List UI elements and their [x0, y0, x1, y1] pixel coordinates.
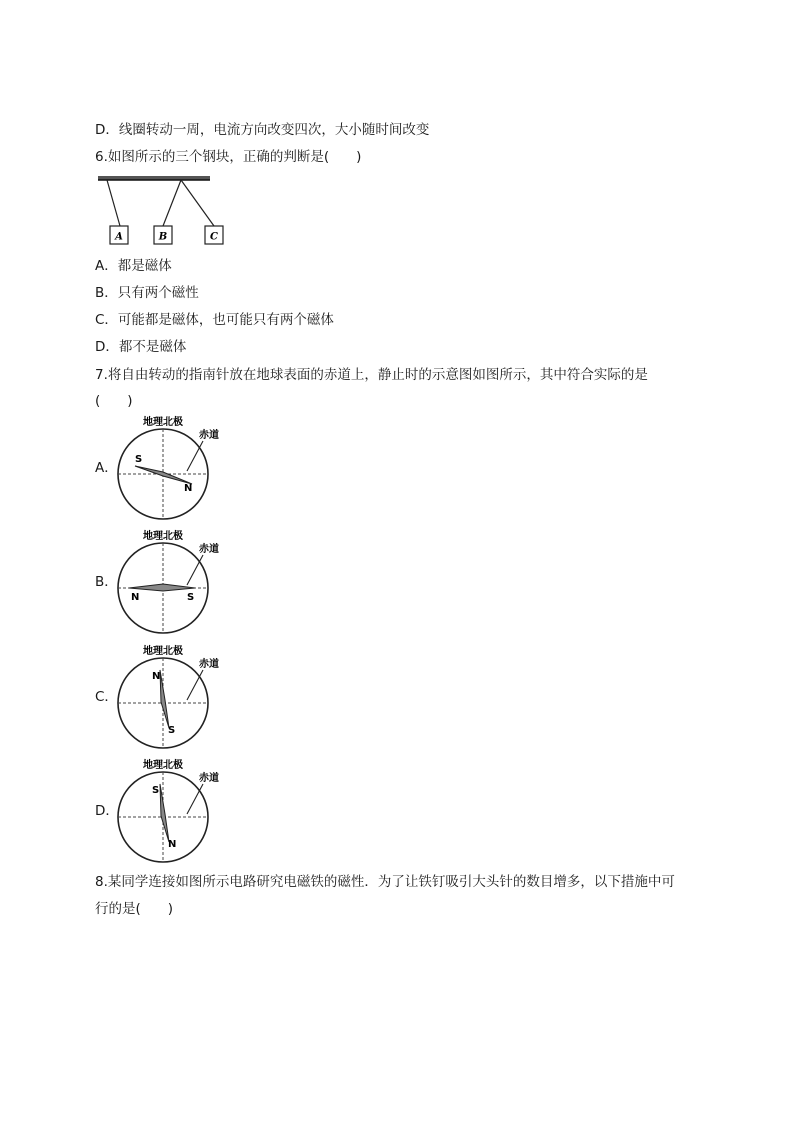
compass-needle — [160, 784, 169, 842]
pole-left-label: S — [135, 454, 143, 465]
block-a — [110, 226, 128, 244]
compass-needle — [129, 584, 195, 591]
geographic-north-label: 地理北极 — [143, 531, 183, 542]
q8-stem-line2: 行的是( ) — [95, 901, 174, 917]
q6-option-b: B．只有两个磁性 — [95, 285, 199, 301]
q7-figure-c — [115, 642, 225, 752]
geographic-north-label: 地理北极 — [143, 760, 183, 771]
compass-needle — [160, 670, 169, 728]
equator-pointer — [187, 670, 203, 700]
q8-stem-line1: 8.某同学连接如图所示电路研究电磁铁的磁性．为了让铁钉吸引大头针的数目增多，以下措施中可 — [95, 874, 675, 890]
q7-figure-d — [115, 756, 225, 866]
pole-right-label: S — [187, 592, 195, 603]
pole-top-label: N — [152, 671, 161, 682]
equator-label: 赤道 — [199, 773, 219, 784]
q7-figure-a — [115, 413, 225, 523]
block-c-label: C — [210, 231, 218, 243]
geographic-north-label: 地理北极 — [143, 417, 183, 428]
equator-label: 赤道 — [199, 430, 219, 441]
q7-option-c-label: C． — [95, 689, 118, 705]
q6-option-c: C．可能都是磁体，也可能只有两个磁体 — [95, 312, 334, 328]
q7-option-b-label: B． — [95, 574, 118, 590]
block-b — [154, 226, 172, 244]
equator-pointer — [187, 784, 203, 814]
ceiling-hatch — [98, 176, 210, 180]
geographic-north-label: 地理北极 — [143, 646, 183, 657]
q6-option-d: D．都不是磁体 — [95, 339, 187, 355]
pole-left-label: N — [131, 592, 140, 603]
q7-figure-b — [115, 527, 225, 637]
string-c — [181, 180, 214, 226]
q6-option-a: A．都是磁体 — [95, 258, 172, 274]
q7-option-a-label: A． — [95, 460, 118, 476]
q7-stem-line2: ( ) — [95, 393, 133, 409]
block-c — [205, 226, 223, 244]
string-b — [163, 180, 181, 226]
equator-pointer — [187, 555, 203, 585]
block-b-label: B — [158, 231, 168, 243]
equator-label: 赤道 — [199, 659, 219, 670]
q6-stem: 6.如图所示的三个钢块，正确的判断是( ) — [95, 149, 362, 165]
q7-stem-line1: 7.将自由转动的指南针放在地球表面的赤道上，静止时的示意图如图所示，其中符合实际的是 — [95, 367, 648, 383]
pole-top-label: S — [152, 785, 160, 796]
q6-figure — [95, 170, 218, 250]
q5-option-d: D．线圈转动一周，电流方向改变四次，大小随时间改变 — [95, 122, 430, 138]
pole-bottom-label: S — [168, 725, 176, 736]
equator-pointer — [187, 441, 203, 471]
block-a-label: A — [115, 231, 123, 243]
equator-label: 赤道 — [199, 544, 219, 555]
pole-bottom-label: N — [168, 839, 177, 850]
q7-option-d-label: D． — [95, 803, 119, 819]
pole-right-label: N — [184, 483, 193, 494]
string-a — [107, 180, 120, 226]
